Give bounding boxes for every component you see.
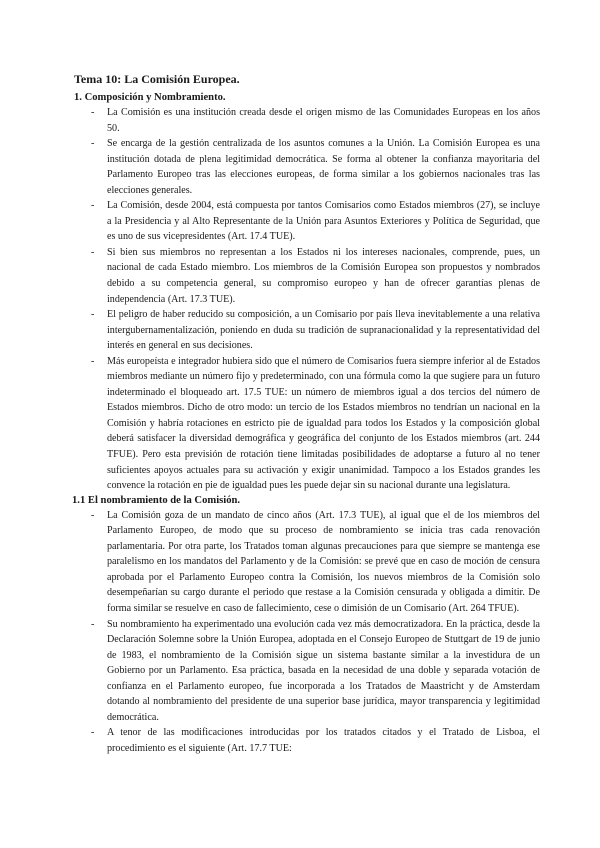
bullet-paragraph: - Su nombramiento ha experimentado una evolución cada vez más democratizadora. En la práctica, desde la Declaración Solemne sobre la Unión Europea, adoptada en el Consejo Europeo de Stuttgart de 19 de junio de 1983, el nombramiento de la Comisión sigue un sistema bastante similar a la investidura de un Gobierno por un Parlamento. Esa práctica, basada en la necesidad de una doble y separada votación de confianza en el Parlamento europeo, fue incorporada a los Tratados de Maastricht y de Amsterdam dotando al nombramiento del presidente de una superior base jurídica, mayor transparencia y legitimidad democrática. (74, 617, 540, 726)
bullet-paragraph: - La Comisión es una institución creada desde el origen mismo de las Comunidades Europeas en los años 50. (74, 105, 540, 136)
bullet-paragraph: - La Comisión goza de un mandato de cinco años (Art. 17.3 TUE), al igual que el de los miembros del Parlamento Europeo, de modo que su proceso de nombramiento se inicia tras cada renovación parlamentaria. Por otra parte, los Tratados toman algunas precauciones para que siempre se mantenga ese paralelismo en los mandatos del Parlamento y de la Comisión: se prevé que en caso de moción de censura aprobada por el Parlamento Europeo contra la Comisión, los nuevos miembros de la Comisión solo desempeñarían su cargo durante el periodo que restase a la Comisión censurada y obligada a dimitir. De forma similar se resuelve en caso de fallecimiento, cese o dimisión de un Comisario (Art. 264 TFUE). (74, 508, 540, 617)
bullet-paragraph: - Se encarga de la gestión centralizada de los asuntos comunes a la Unión. La Comisión Europea es una institución dotada de plena legitimidad democrática. Se forma al obtener la confianza mayoritaria del Parlamento Europeo tras las elecciones europeas, de forma similar a los gobiernos nacionales tras las elecciones generales. (74, 136, 540, 198)
bullet-paragraph: - Más europeísta e integrador hubiera sido que el número de Comisarios fuera siempre inferior al de Estados miembros mediante un número fijo y predeterminado, con una fórmula como la que sugiere para un futuro indeterminado el bloqueado art. 17.5 TUE: un número de miembros igual a dos tercios del número de Estados miembros. Dicho de otro modo: un tercio de los Estados miembros no tendrían un nacional en la Comisión y habría rotaciones en estricto pie de igualdad para todos los Estados y la composición global deberá satisfacer la diversidad demográfica y geográfica del conjunto de los Estados miembros (art. 244 TFUE). Pero esta previsión de rotación tiene limitadas posibilidades de adoptarse a futuro al no tener suficientes apoyos actuales para su activación y exigir unanimidad. Tampoco a los Estados grandes les convence la rotación en pie de igualdad pues les puede dejar sin su nacional durante una legislatura. (74, 354, 540, 494)
subsection-heading: 1.1 El nombramiento de la Comisión. (72, 494, 241, 506)
bullet-paragraph: - La Comisión, desde 2004, está compuesta por tantos Comisarios como Estados miembros (27), se incluye a la Presidencia y al Alto Representante de la Unión para Asuntos Exteriores y Política de Seguridad, que es uno de sus vicepresidentes (Art. 17.4 TUE). (74, 198, 540, 245)
document-title: Tema 10: La Comisión Europea. (74, 72, 240, 86)
section-heading: 1. Composición y Nombramiento. (74, 92, 226, 103)
bullet-paragraph: - A tenor de las modificaciones introducidas por los tratados citados y el Tratado de Lisboa, el procedimiento es el siguiente (Art. 17.7 TUE: (74, 725, 540, 756)
bullet-list (74, 105, 540, 494)
bullet-paragraph: - El peligro de haber reducido su composición, a un Comisario por país lleva inevitablemente a una relativa intergubernamentalización, poniendo en duda su tradición de supranacionalidad y la representatividad del interés en general en sus decisiones. (74, 307, 540, 354)
bullet-paragraph: - Si bien sus miembros no representan a los Estados ni los intereses nacionales, comprende, pues, un nacional de cada Estado miembro. Los miembros de la Comisión Europea son propuestos y nombrados debido a su competencia general, su compromiso europeo y han de ofrecer garantías plenas de independencia (Art. 17.3 TUE). (74, 245, 540, 307)
bullet-list (74, 508, 540, 757)
